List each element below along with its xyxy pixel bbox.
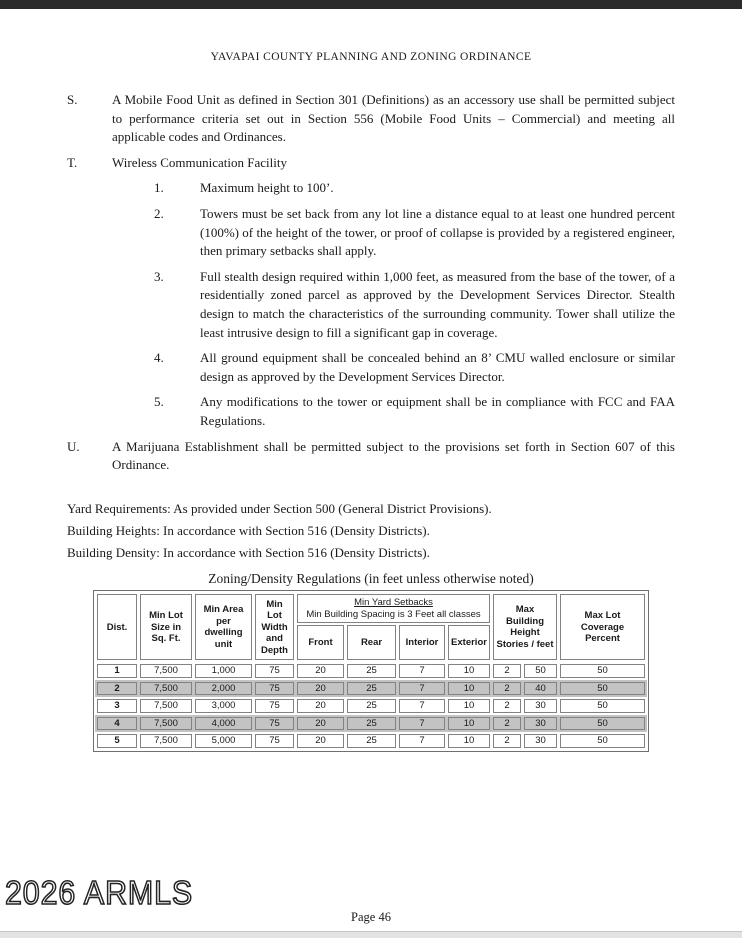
cell-stories: 2 <box>493 699 521 713</box>
cell-min-lot: 7,500 <box>140 699 192 713</box>
cell-front: 20 <box>297 682 344 696</box>
cell-interior: 7 <box>399 717 445 731</box>
cell-coverage: 50 <box>560 734 645 748</box>
sublist-item-5 <box>154 393 675 430</box>
table-row-district-1 <box>95 662 647 680</box>
list-item-u <box>67 438 675 475</box>
cell-feet: 40 <box>524 682 557 696</box>
cell-rear: 25 <box>347 682 396 696</box>
cell-rear: 25 <box>347 664 396 678</box>
zoning-table <box>93 590 649 752</box>
col-group-setbacks <box>297 594 490 660</box>
cell-width-depth: 75 <box>255 682 294 696</box>
note-building-density: Building Density: In accordance with Section 516 (Density Districts). <box>67 544 430 560</box>
table-body <box>95 662 647 750</box>
cell-coverage: 50 <box>560 699 645 713</box>
cell-exterior: 10 <box>448 734 490 748</box>
notes-block <box>67 500 675 563</box>
item-text: All ground equipment shall be concealed behind an 8’ CMU walled enclosure or similar design as approved by the Development Services Director. <box>200 350 675 384</box>
coverage-line2: Coverage <box>580 621 625 633</box>
item-text: Towers must be set back from any lot line a distance equal to at least one hundred percent (100%) of the height of the tower, or proof of collapse is provided by a registered engineer, then primary setbacks shall apply. <box>200 205 675 259</box>
cell-coverage: 50 <box>560 664 645 678</box>
table-header-row <box>95 592 647 662</box>
cell-feet: 30 <box>524 734 557 748</box>
item-marker: S. <box>67 92 78 107</box>
coverage-line1: Max Lot <box>584 610 621 622</box>
col-header-rear: Rear <box>347 625 396 660</box>
cell-dist: 4 <box>97 717 137 731</box>
cell-exterior: 10 <box>448 664 490 678</box>
cell-min-area: 2,000 <box>195 682 252 696</box>
table-row-district-3 <box>95 697 647 715</box>
item-marker: T. <box>67 154 78 170</box>
cell-min-lot: 7,500 <box>140 682 192 696</box>
max-height-line2: Height <box>510 627 540 639</box>
cell-front: 20 <box>297 699 344 713</box>
cell-min-area: 3,000 <box>195 699 252 713</box>
list-item-s <box>67 91 675 147</box>
table-row-district-4 <box>95 715 647 733</box>
page-number: Page 46 <box>351 910 391 924</box>
cell-feet: 50 <box>524 664 557 678</box>
cell-rear: 25 <box>347 734 396 748</box>
cell-coverage: 50 <box>560 717 645 731</box>
cell-width-depth: 75 <box>255 717 294 731</box>
list-item-t <box>67 154 675 173</box>
cell-interior: 7 <box>399 734 445 748</box>
cell-rear: 25 <box>347 717 396 731</box>
item-text: A Mobile Food Unit as defined in Section 301 (Definitions) as an accessory use shall be permitted subject to performance criteria set out in Section 556 (Mobile Food Units – Commercial) and meeting all applicable codes and Ordinances. <box>112 92 675 145</box>
max-height-line3: Stories / feet <box>496 638 554 650</box>
coverage-line3: Percent <box>585 633 620 645</box>
cell-front: 20 <box>297 664 344 678</box>
col-header-min-lot-size: Min Lot Size in Sq. Ft. <box>140 594 192 660</box>
cell-interior: 7 <box>399 664 445 678</box>
cell-stories: 2 <box>493 717 521 731</box>
cell-dist: 2 <box>97 682 137 696</box>
sublist-item-4 <box>154 349 675 386</box>
setbacks-title-text: Min Yard Setbacks <box>354 597 433 609</box>
zoning-table-title: Zoning/Density Regulations (in feet unless otherwise noted) <box>208 571 534 587</box>
sublist-t <box>154 179 675 430</box>
cell-feet: 30 <box>524 699 557 713</box>
cell-dist: 3 <box>97 699 137 713</box>
setbacks-subtitle-text: Min Building Spacing is 3 Feet all classes <box>306 609 481 621</box>
col-header-min-area: Min Area per dwelling unit <box>195 594 252 660</box>
item-marker: 4. <box>154 350 164 366</box>
item-text: Full stealth design required within 1,000 feet, as measured from the base of the tower, of a residentially zoned parcel as approved by the Development Services Director. Stealth design to match the characteristics of the surrounding community. Tower shall utilize the least intrusive design to fill a significant gap in coverage. <box>200 268 675 340</box>
sublist-item-1 <box>154 179 675 198</box>
sublist-item-3 <box>154 268 675 342</box>
cell-min-lot: 7,500 <box>140 734 192 748</box>
cell-dist: 1 <box>97 664 137 678</box>
note-yard-requirements: Yard Requirements: As provided under Section 500 (General District Provisions). <box>67 500 492 516</box>
sublist-item-2 <box>154 205 675 261</box>
cell-interior: 7 <box>399 682 445 696</box>
cell-stories: 2 <box>493 734 521 748</box>
cell-rear: 25 <box>347 699 396 713</box>
col-header-exterior: Exterior <box>448 625 490 660</box>
col-header-max-lot-coverage <box>560 594 645 660</box>
item-marker: 1. <box>154 180 164 196</box>
cell-exterior: 10 <box>448 699 490 713</box>
top-border-bar <box>0 0 742 9</box>
cell-min-lot: 7,500 <box>140 717 192 731</box>
cell-min-area: 4,000 <box>195 717 252 731</box>
cell-front: 20 <box>297 717 344 731</box>
note-building-heights: Building Heights: In accordance with Section 516 (Density Districts). <box>67 522 430 538</box>
cell-min-area: 1,000 <box>195 664 252 678</box>
cell-feet: 30 <box>524 717 557 731</box>
table-row-district-5 <box>95 732 647 750</box>
cell-interior: 7 <box>399 699 445 713</box>
cell-width-depth: 75 <box>255 699 294 713</box>
table-row-district-2 <box>95 680 647 698</box>
zoning-table-section <box>67 571 675 752</box>
armls-watermark: 2026 ARMLS <box>5 874 194 911</box>
item-marker: 2. <box>154 205 164 221</box>
col-group-setbacks-title <box>297 594 490 623</box>
bottom-border-bar <box>0 931 742 938</box>
col-header-max-building-height <box>493 594 557 660</box>
item-text: Maximum height to 100’. <box>200 180 334 196</box>
col-header-interior: Interior <box>399 625 445 660</box>
item-text: A Marijuana Establishment shall be permitted subject to the provisions set forth in Section 607 of this Ordinance. <box>112 438 675 473</box>
col-header-dist: Dist. <box>97 594 137 660</box>
col-header-min-width-depth: Min Lot Width and Depth <box>255 594 294 660</box>
cell-stories: 2 <box>493 682 521 696</box>
page-content <box>0 9 742 752</box>
col-header-front: Front <box>297 625 344 660</box>
setbacks-subcolumns <box>297 625 490 660</box>
max-height-line1: Max Building <box>506 604 544 627</box>
item-text: Wireless Communication Facility <box>112 154 287 170</box>
cell-front: 20 <box>297 734 344 748</box>
item-marker: 5. <box>154 394 164 410</box>
page-title: YAVAPAI COUNTY PLANNING AND ZONING ORDINANCE <box>210 51 532 63</box>
cell-exterior: 10 <box>448 682 490 696</box>
item-text: Any modifications to the tower or equipment shall be in compliance with FCC and FAA Regulations. <box>200 394 675 428</box>
cell-width-depth: 75 <box>255 664 294 678</box>
cell-width-depth: 75 <box>255 734 294 748</box>
item-marker: 3. <box>154 268 164 284</box>
cell-min-area: 5,000 <box>195 734 252 748</box>
cell-exterior: 10 <box>448 717 490 731</box>
cell-dist: 5 <box>97 734 137 748</box>
item-marker: U. <box>67 438 80 454</box>
cell-min-lot: 7,500 <box>140 664 192 678</box>
cell-stories: 2 <box>493 664 521 678</box>
cell-coverage: 50 <box>560 682 645 696</box>
